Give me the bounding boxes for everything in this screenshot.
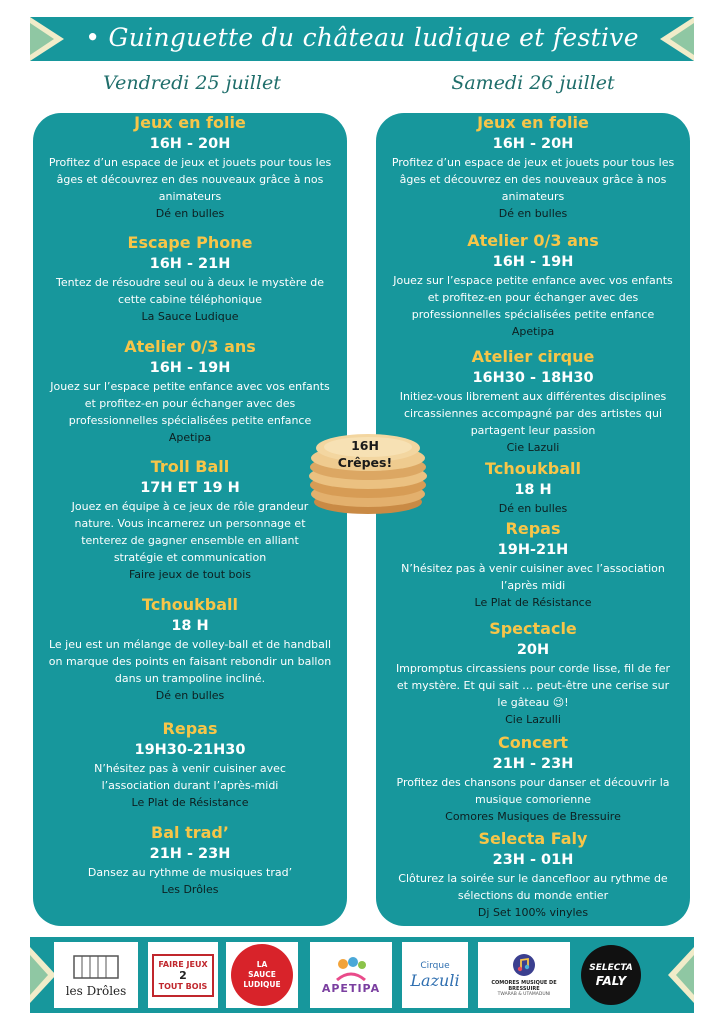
event-organizer: Comores Musiques de Bressuire (445, 810, 621, 823)
logo-les-droles (54, 942, 138, 1008)
event-description: Profitez d’un espace de jeux et jouets pour tous les âges et découvrez en des nouveaux grâce à nos animateurs (48, 156, 332, 203)
event-title: Repas (505, 519, 561, 538)
event-title: Bal trad’ (151, 823, 229, 842)
page-title: • Guinguette du château ludique et festive (85, 23, 639, 52)
event-title: Atelier 0/3 ans (124, 337, 256, 356)
event-atelier-0-3-ans (41, 337, 339, 446)
event-description: Le jeu est un mélange de volley-ball et de handball on marque des points en faisant rebondir un ballon dans un trampoline incliné. (48, 638, 332, 685)
event-organizer: Apetipa (168, 431, 212, 444)
event-hours: 16H - 19H (492, 254, 574, 270)
event-description: Jouez sur l’espace petite enfance avec vos enfants et profitez-en pour échanger avec des professionnelles spécialisées petite enfance (50, 380, 330, 427)
event-description: Profitez des chansons pour danser et découvrir la musique comorienne (396, 776, 670, 806)
logo-la-sauce-ludique (226, 942, 298, 1008)
event-description: Tentez de résoudre seul ou à deux le mystère de cette cabine téléphonique (55, 276, 325, 306)
event-title: Tchoukball (485, 459, 581, 478)
header-banner (30, 17, 694, 61)
logo-faire-jeux-de-tout-bois (148, 942, 218, 1008)
event-hours: 18 H (171, 618, 209, 634)
event-hours: 23H - 01H (492, 852, 574, 868)
event-title: Atelier cirque (471, 347, 595, 366)
event-organizer: Le Plat de Résistance (131, 796, 249, 809)
day-heading-friday: Vendredi 25 juillet (103, 72, 281, 94)
event-title: Repas (162, 719, 218, 738)
les-droles-text: les Drôles (65, 984, 127, 998)
apetipa-figures-icon (331, 956, 371, 982)
event-jeux-en-folie (41, 113, 339, 222)
faire-jeux-top-text: FAIRE JEUX (158, 959, 208, 969)
footer-left-ornament (30, 937, 56, 1013)
event-title: Atelier 0/3 ans (467, 231, 599, 250)
event-organizer: Les Drôles (161, 883, 219, 896)
lazuli-name-text: Lazuli (410, 970, 460, 990)
logo-comores-musique (478, 942, 570, 1008)
selecta-top-text: SELECTA (589, 963, 633, 973)
logo-apetipa (310, 942, 392, 1008)
event-hours: 17H ET 19 H (140, 480, 240, 496)
partners-footer (30, 937, 694, 1013)
event-hours: 21H - 23H (149, 846, 231, 862)
event-repas (41, 719, 339, 811)
event-hours: 21H - 23H (492, 756, 574, 772)
event-tchoukball (41, 595, 339, 704)
event-organizer: Cie Lazuli (506, 441, 560, 454)
event-organizer: Le Plat de Résistance (474, 596, 592, 609)
crepes-label: Crêpes! (337, 455, 393, 470)
event-title: Escape Phone (127, 233, 253, 252)
event-escape-phone (41, 233, 339, 325)
event-organizer: Dé en bulles (155, 207, 225, 220)
event-description: Dansez au rythme de musiques trad’ (87, 866, 293, 879)
sauce-text-2: SAUCE (248, 970, 276, 979)
event-description: Clôturez la soirée sur le dancefloor au rythme de sélections du monde entier (398, 872, 668, 902)
event-hours: 20H (516, 642, 550, 658)
event-hours: 16H30 - 18H30 (472, 370, 594, 386)
event-description: Impromptus circassiens pour corde lisse, fil de fer et mystère. Et qui sait … peut-être une cerise sur le gâteau 😉! (395, 662, 671, 709)
comores-main-text: COMORES MUSIQUE DE BRESSUIRE (491, 980, 557, 992)
event-jeux-en-folie (384, 113, 682, 222)
faire-jeux-bottom-text: TOUT BOIS (158, 981, 208, 991)
crepes-badge (306, 437, 424, 471)
event-organizer: La Sauce Ludique (141, 310, 239, 323)
event-bal-trad (41, 823, 339, 898)
friday-program-panel (33, 113, 347, 926)
event-concert (384, 733, 682, 825)
event-description: N’hésitez pas à venir cuisiner avec l’association durant l’après-midi (94, 762, 286, 792)
event-description: Initiez-vous librement aux différentes disciplines circassiennes accompagné par des artistes qui partagent leur passion (399, 390, 667, 437)
event-hours: 16H - 20H (492, 136, 574, 152)
music-note-icon (512, 953, 536, 977)
sauce-text-1: LA (256, 960, 268, 969)
lazuli-cirque-text: Cirque (420, 960, 450, 971)
event-hours: 19H30-21H30 (134, 742, 246, 758)
comores-sub-text: TWARAB & UTAMADUNI (497, 992, 551, 997)
event-title: Concert (498, 733, 568, 752)
event-description: Profitez d’un espace de jeux et jouets pour tous les âges et découvrez en des nouveaux grâce à nos animateurs (391, 156, 675, 203)
event-organizer: Dj Set 100% vinyles (477, 906, 589, 919)
event-repas (384, 519, 682, 611)
event-title: Jeux en folie (477, 113, 589, 132)
event-organizer: Faire jeux de tout bois (128, 568, 252, 581)
event-organizer: Apetipa (511, 325, 555, 338)
event-description: Jouez en équipe à ce jeux de rôle grandeur nature. Vous incarnerez un personnage et tenterez de gagner ensemble en alliant stratégie et communication (71, 500, 309, 564)
event-organizer: Cie Lazulli (505, 713, 561, 726)
event-hours: 16H - 20H (149, 136, 231, 152)
sauce-text-3: LUDIQUE (243, 980, 281, 989)
event-description: Jouez sur l’espace petite enfance avec vos enfants et profitez-en pour échanger avec des professionnelles spécialisées petite enfance (393, 274, 673, 321)
event-organizer: Dé en bulles (498, 502, 568, 515)
event-atelier-0-3-ans (384, 231, 682, 340)
selecta-bottom-text: FALY (595, 974, 627, 988)
event-hours: 19H-21H (497, 542, 569, 558)
banner-right-ornament (660, 17, 694, 61)
event-title: Tchoukball (142, 595, 238, 614)
event-hours: 16H - 19H (149, 360, 231, 376)
event-title: Troll Ball (150, 457, 230, 476)
event-spectacle (384, 619, 682, 728)
accordion-icon (70, 952, 122, 982)
saturday-program-panel (376, 113, 690, 926)
event-description: N’hésitez pas à venir cuisiner avec l’association l’après midi (401, 562, 665, 592)
crepes-time: 16H (351, 438, 379, 453)
logo-selecta-faly (580, 942, 642, 1008)
logo-cirque-lazuli (402, 942, 468, 1008)
footer-right-ornament (668, 937, 694, 1013)
event-title: Jeux en folie (134, 113, 246, 132)
apetipa-text: APETIPA (321, 981, 381, 995)
event-organizer: Dé en bulles (498, 207, 568, 220)
event-organizer: Dé en bulles (155, 689, 225, 702)
event-hours: 18 H (514, 482, 552, 498)
event-title: Spectacle (489, 619, 577, 638)
day-heading-saturday: Samedi 26 juillet (451, 72, 615, 94)
event-hours: 16H - 21H (149, 256, 231, 272)
event-troll-ball (41, 457, 339, 583)
faire-jeux-number: 2 (179, 968, 187, 982)
event-title: Selecta Faly (478, 829, 588, 848)
event-selecta-faly (384, 829, 682, 921)
